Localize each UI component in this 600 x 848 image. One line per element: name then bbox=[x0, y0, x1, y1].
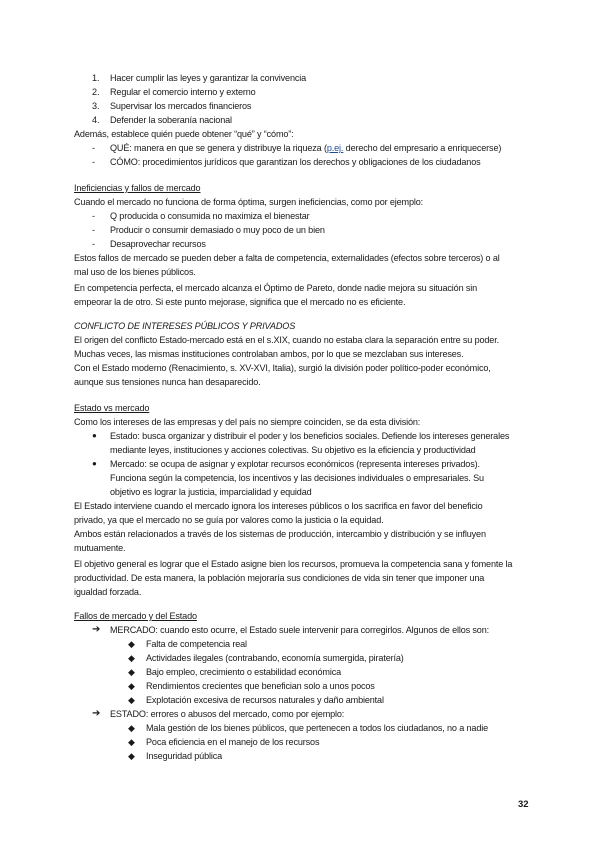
paragraph: Muchas veces, las mismas instituciones controlaban ambos, por lo que se mezclaban sus intereses. bbox=[74, 349, 464, 359]
list-item-como: CÓMO: procedimientos jurídicos que garantizan los derechos y obligaciones de los ciudadanos bbox=[110, 157, 481, 167]
diamond-bullet-icon: ◆ bbox=[128, 695, 135, 705]
dash-bullet: - bbox=[92, 211, 96, 221]
paragraph: igualdad forzada. bbox=[74, 587, 142, 597]
diamond-bullet-icon: ◆ bbox=[128, 723, 135, 733]
paragraph: Además, establece quién puede obtener “qué” y “cómo”: bbox=[74, 129, 294, 139]
diamond-bullet-icon: ◆ bbox=[128, 737, 135, 747]
list-item-mercado: MERCADO: cuando esto ocurre, el Estado suele intervenir para corregirlos. Algunos de ellos son: bbox=[110, 625, 490, 635]
sub-list-item: Bajo empleo, crecimiento o estabilidad económica bbox=[146, 667, 341, 677]
list-item: Hacer cumplir las leyes y garantizar la convivencia bbox=[110, 73, 307, 83]
sub-list-item: Inseguridad pública bbox=[146, 751, 223, 761]
list-item: Estado: busca organizar y distribuir el poder y los beneficios sociales. Defiende los intereses generales bbox=[110, 431, 510, 441]
list-item: Regular el comercio interno y externo bbox=[110, 87, 256, 97]
sub-list-item: Poca eficiencia en el manejo de los recursos bbox=[146, 737, 320, 747]
list-item: Defender la soberanía nacional bbox=[110, 115, 232, 125]
sub-list-item: Explotación excesiva de recursos naturales y daño ambiental bbox=[146, 695, 384, 705]
dash-bullet: - bbox=[92, 239, 96, 249]
paragraph: mal uso de los bienes públicos. bbox=[74, 267, 196, 277]
dash-bullet: - bbox=[92, 157, 96, 167]
paragraph: Con el Estado moderno (Renacimiento, s. XV-XVI, Italia), surgió la división poder político-poder económico, bbox=[74, 363, 491, 373]
diamond-bullet-icon: ◆ bbox=[128, 751, 135, 761]
bullet-dot: ● bbox=[92, 459, 97, 468]
paragraph: mutuamente. bbox=[74, 543, 126, 553]
list-item-continued: objetivo es lograr la justicia, imparcialidad y equidad bbox=[110, 487, 312, 497]
list-item-que bbox=[110, 142, 501, 154]
bullet-dot: ● bbox=[92, 431, 97, 440]
paragraph: El Estado interviene cuando el mercado ignora los intereses públicos o los sacrifica en favor del beneficio bbox=[74, 501, 483, 511]
paragraph: aunque sus tensiones nunca han desaparecido. bbox=[74, 377, 261, 387]
list-number: 2. bbox=[92, 87, 100, 97]
list-item: Supervisar los mercados financieros bbox=[110, 101, 252, 111]
list-item: Producir o consumir demasiado o muy poco de un bien bbox=[110, 225, 325, 235]
paragraph: Estos fallos de mercado se pueden deber a falta de competencia, externalidades (efectos sobre terceros) o al bbox=[74, 253, 500, 263]
list-item-continued: Funciona según la competencia, los incentivos y las decisiones individuales o empresariales. Su bbox=[110, 473, 484, 483]
paragraph: El origen del conflicto Estado-mercado está en el s.XIX, cuando no estaba clara la separación entre su poder. bbox=[74, 335, 499, 345]
arrow-right-icon: ➔ bbox=[92, 624, 101, 635]
list-number: 4. bbox=[92, 115, 100, 125]
diamond-bullet-icon: ◆ bbox=[128, 667, 135, 677]
section-heading-fallos: Fallos de mercado y del Estado bbox=[74, 611, 197, 621]
paragraph: Cuando el mercado no funciona de forma óptima, surgen ineficiencias, como por ejemplo: bbox=[74, 197, 424, 207]
pej-link[interactable]: p.ej. bbox=[326, 143, 344, 153]
paragraph: Como los intereses de las empresas y del país no siempre coinciden, se da esta división: bbox=[74, 417, 421, 427]
section-heading-estado-vs-mercado: Estado vs mercado bbox=[74, 403, 150, 413]
diamond-bullet-icon: ◆ bbox=[128, 653, 135, 663]
arrow-right-icon: ➔ bbox=[92, 708, 101, 719]
page-number: 32 bbox=[518, 799, 529, 810]
paragraph: empeorar la de otro. Si este punto mejorase, significa que el mercado no es eficiente. bbox=[74, 297, 406, 307]
section-heading-ineficiencias: Ineficiencias y fallos de mercado bbox=[74, 183, 201, 193]
paragraph: Ambos están relacionados a través de los sistemas de producción, intercambio y distribución y se influyen bbox=[74, 529, 486, 539]
section-heading-conflicto: CONFLICTO DE INTERESES PÚBLICOS Y PRIVADOS bbox=[74, 321, 296, 331]
sub-list-item: Rendimientos crecientes que benefician solo a unos pocos bbox=[146, 681, 375, 691]
sub-list-item: Falta de competencia real bbox=[146, 639, 247, 649]
list-item-continued: mediante leyes, instituciones y acciones colectivas. Su objetivo es la eficiencia y productividad bbox=[110, 445, 476, 455]
paragraph: productividad. De esta manera, la población mejoraría sus condiciones de vida sin tener que imponer una bbox=[74, 573, 485, 583]
paragraph: El objetivo general es lograr que el Estado asigne bien los recursos, promueva la competencia sana y fomente la bbox=[74, 559, 513, 569]
diamond-bullet-icon: ◆ bbox=[128, 639, 135, 649]
sub-list-item: Actividades ilegales (contrabando, economía sumergida, piratería) bbox=[146, 653, 404, 663]
sub-list-item: Mala gestión de los bienes públicos, que pertenecen a todos los ciudadanos, no a nadie bbox=[146, 723, 489, 733]
paragraph: privado, ya que el mercado no se guía por valores como la justicia o la equidad. bbox=[74, 515, 384, 525]
dash-bullet: - bbox=[92, 225, 96, 235]
list-item-estado: ESTADO: errores o abusos del mercado, como por ejemplo: bbox=[110, 709, 345, 719]
diamond-bullet-icon: ◆ bbox=[128, 681, 135, 691]
que-text: QUÉ: manera en que se genera y distribuye la riqueza ( bbox=[110, 143, 327, 153]
que-text-end: derecho del empresario a enriquecerse) bbox=[343, 143, 502, 153]
list-number: 1. bbox=[92, 73, 100, 83]
list-item: Q producida o consumida no maximiza el bienestar bbox=[110, 211, 310, 221]
dash-bullet: - bbox=[92, 143, 96, 153]
list-item: Desaprovechar recursos bbox=[110, 239, 206, 249]
list-number: 3. bbox=[92, 101, 100, 111]
paragraph: En competencia perfecta, el mercado alcanza el Óptimo de Pareto, donde nadie mejora su situación sin bbox=[74, 283, 478, 293]
list-item: Mercado: se ocupa de asignar y explotar recursos económicos (representa intereses privados). bbox=[110, 459, 480, 469]
